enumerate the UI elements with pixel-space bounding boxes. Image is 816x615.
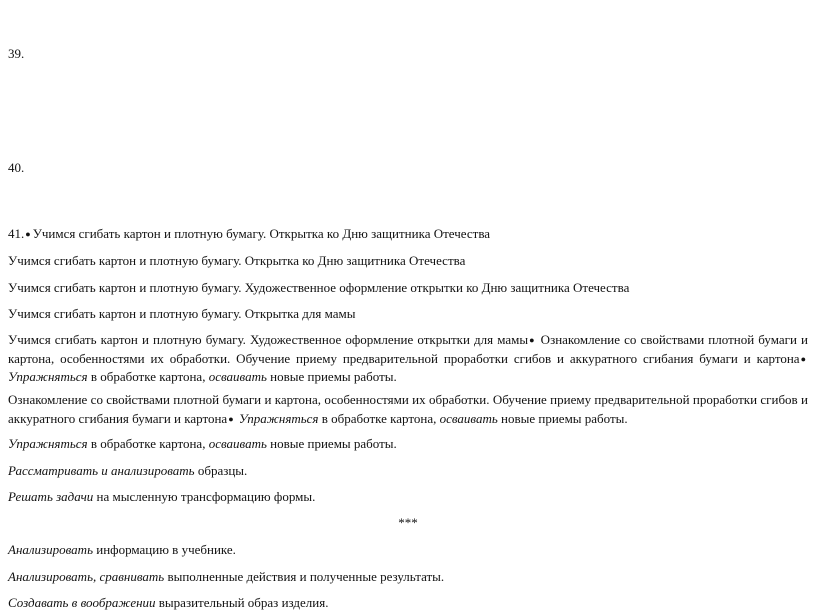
lesson-paragraph: [8, 391, 808, 428]
paragraph-text: Ознакомление со свойствами плотной бумаги и картона, особенностями их обработки. Обучение приему предварительной проработки сгибов и аккуратного сгибания бумаги и картона: [8, 332, 809, 366]
activity-line: [8, 462, 808, 480]
paragraph-text: в обработке картона,: [318, 410, 440, 426]
paragraph-text: Ознакомление со свойствами плотной бумаги и картона, особенностями их обработки. Обучение приему предварительной проработки сгибов и аккуратного сгибания бумаги и картона: [8, 392, 808, 426]
lesson-line: Учимся сгибать картон и плотную бумагу. Художественное оформление открытки ко Дню защитника Отечества: [8, 280, 630, 295]
emphasis-text: осваивать: [208, 436, 267, 451]
emphasis-text: Анализировать, сравнивать: [8, 569, 165, 584]
paragraph-text: Учимся сгибать картон и плотную бумагу. Художественное оформление открытки для мамы: [8, 332, 529, 347]
emphasis-text: Упражняться: [8, 369, 88, 385]
emphasis-text: Упражняться: [235, 410, 319, 426]
item-number-41: 41.: [8, 226, 25, 241]
item-number-39: 39.: [8, 46, 25, 61]
emphasis-text: Рассматривать и анализировать: [8, 463, 195, 478]
activity-text: в обработке картона,: [87, 436, 209, 451]
lesson-title-text: Учимся сгибать картон и плотную бумагу. Открытка ко Дню защитника Отечества: [32, 226, 491, 241]
activity-line: [8, 488, 808, 506]
bullet-icon: ●: [800, 353, 806, 364]
activity-text: выразительный образ изделия.: [155, 595, 329, 610]
activity-text: информацию в учебнике.: [93, 542, 236, 557]
emphasis-text: Анализировать: [8, 542, 93, 557]
emphasis-text: Решать задачи: [8, 489, 94, 504]
paragraph-text: новые приемы работы.: [497, 410, 628, 426]
lesson-line: Учимся сгибать картон и плотную бумагу. Открытка ко Дню защитника Отечества: [8, 253, 466, 268]
lesson-title: [8, 225, 808, 243]
activity-text: новые приемы работы.: [266, 436, 397, 451]
activity-text: на мысленную трансформацию формы.: [93, 489, 316, 504]
bullet-icon: ●: [25, 229, 31, 239]
paragraph-text: новые приемы работы.: [266, 369, 397, 385]
lesson-line: Учимся сгибать картон и плотную бумагу. Открытка для мамы: [8, 306, 356, 321]
activity-line: [8, 568, 808, 586]
activity-text: образцы.: [194, 463, 248, 478]
activity-line: [8, 435, 808, 453]
activity-line: [8, 594, 808, 612]
activity-text: выполненные действия и полученные результаты.: [164, 569, 445, 584]
paragraph-text: в обработке картона,: [87, 369, 209, 385]
emphasis-text: Упражняться: [8, 436, 88, 451]
item-number-40: 40.: [8, 160, 25, 175]
section-separator: ***: [398, 515, 418, 530]
lesson-paragraph: [8, 331, 808, 387]
bullet-icon: ●: [529, 335, 535, 345]
bullet-icon: ●: [228, 413, 234, 424]
emphasis-text: осваивать: [208, 369, 267, 385]
activity-line: [8, 541, 808, 559]
emphasis-text: Создавать в воображении: [8, 595, 156, 610]
emphasis-text: осваивать: [439, 410, 498, 426]
